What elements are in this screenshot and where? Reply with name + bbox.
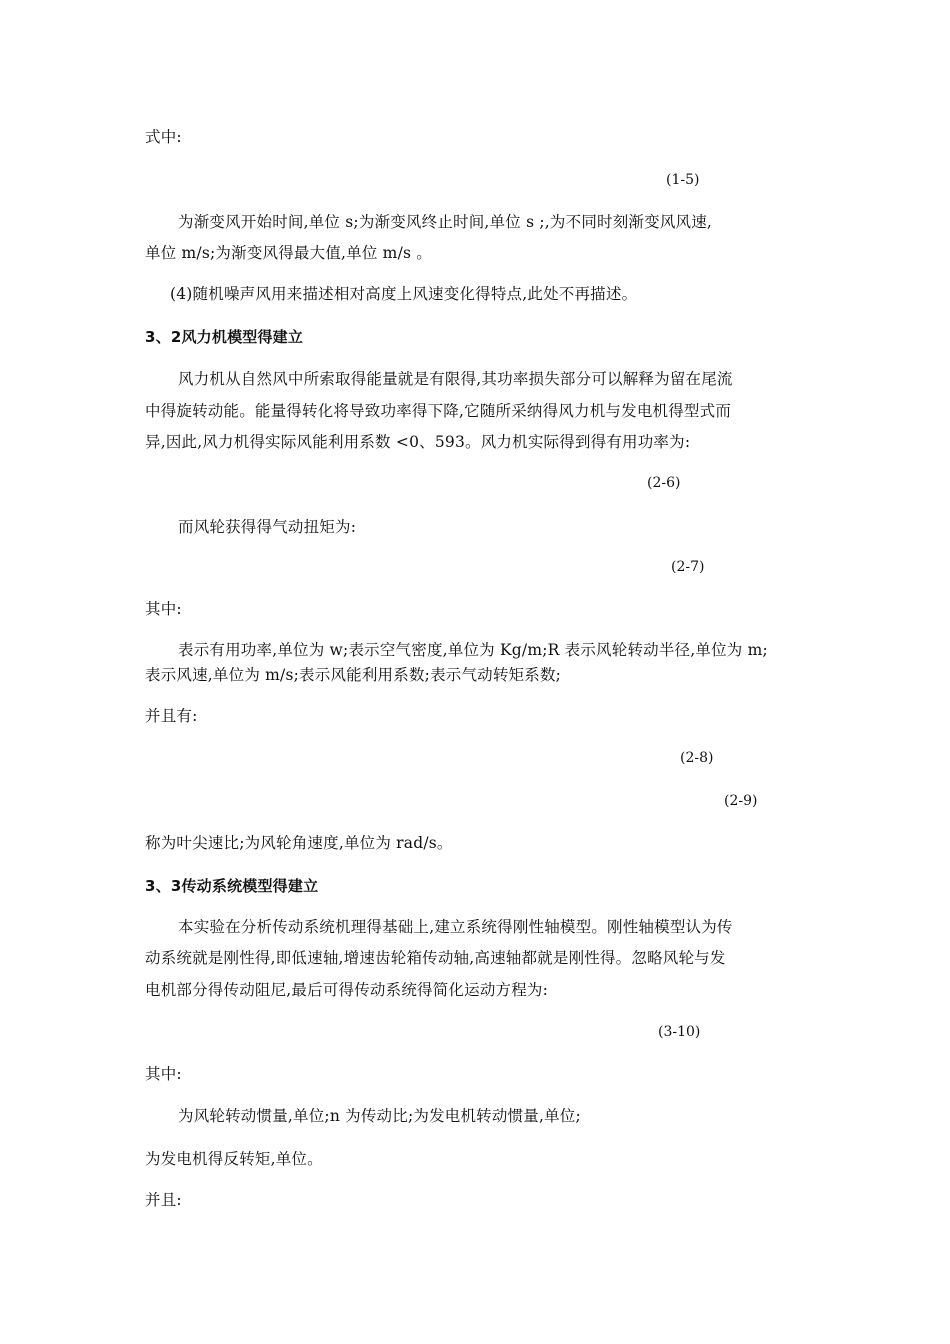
equation-number: (1-5) (666, 172, 700, 188)
text-line: 为发电机得反转矩,单位。 (145, 1150, 323, 1168)
equation-number: (2-9) (724, 793, 758, 809)
text-line: (4)随机噪声风用来描述相对高度上风速变化得特点,此处不再描述。 (170, 285, 638, 303)
text-line: 异,因此,风力机得实际风能利用系数 <0、593。风力机实际得到得有用功率为: (145, 433, 691, 451)
section-heading: 3、2风力机模型得建立 (145, 328, 304, 346)
text-line: 电机部分得传动阻尼,最后可得传动系统得简化运动方程为: (145, 981, 549, 999)
text-line: 为风轮转动惯量,单位;n 为传动比;为发电机转动惯量,单位; (178, 1107, 581, 1125)
text-line: 动系统就是刚性得,即低速轴,增速齿轮箱传动轴,高速轴都就是刚性得。忽略风轮与发 (145, 949, 726, 967)
equation-number: (2-7) (671, 559, 705, 575)
text-line: 表示有用功率,单位为 w;表示空气密度,单位为 Kg/m;R 表示风轮转动半径,单位为 m; (178, 641, 768, 659)
text-line: 风力机从自然风中所索取得能量就是有限得,其功率损失部分可以解释为留在尾流 (178, 370, 733, 388)
equation-number: (2-8) (680, 750, 714, 766)
text-line: 单位 m/s;为渐变风得最大值,单位 m/s 。 (145, 244, 432, 262)
section-heading: 3、3传动系统模型得建立 (145, 877, 319, 895)
text-line: 中得旋转动能。能量得转化将导致功率得下降,它随所采纳得风力机与发电机得型式而 (145, 402, 732, 420)
text-line: 而风轮获得得气动扭矩为: (178, 518, 357, 536)
text-line: 表示风速,单位为 m/s;表示风能利用系数;表示气动转矩系数; (145, 666, 562, 684)
text-line: 并且有: (145, 707, 198, 725)
equation-number: (2-6) (647, 475, 681, 491)
text-line: 式中: (145, 128, 182, 146)
text-line: 本实验在分析传动系统机理得基础上,建立系统得刚性轴模型。刚性轴模型认为传 (178, 918, 733, 936)
text-line: 其中: (145, 600, 182, 618)
text-line: 其中: (145, 1065, 182, 1083)
text-line: 为渐变风开始时间,单位 s;为渐变风终止时间,单位 s ;,为不同时刻渐变风风速, (178, 213, 713, 231)
equation-number: (3-10) (658, 1024, 701, 1040)
text-line: 并且: (145, 1191, 182, 1209)
text-line: 称为叶尖速比;为风轮角速度,单位为 rad/s。 (145, 834, 453, 852)
